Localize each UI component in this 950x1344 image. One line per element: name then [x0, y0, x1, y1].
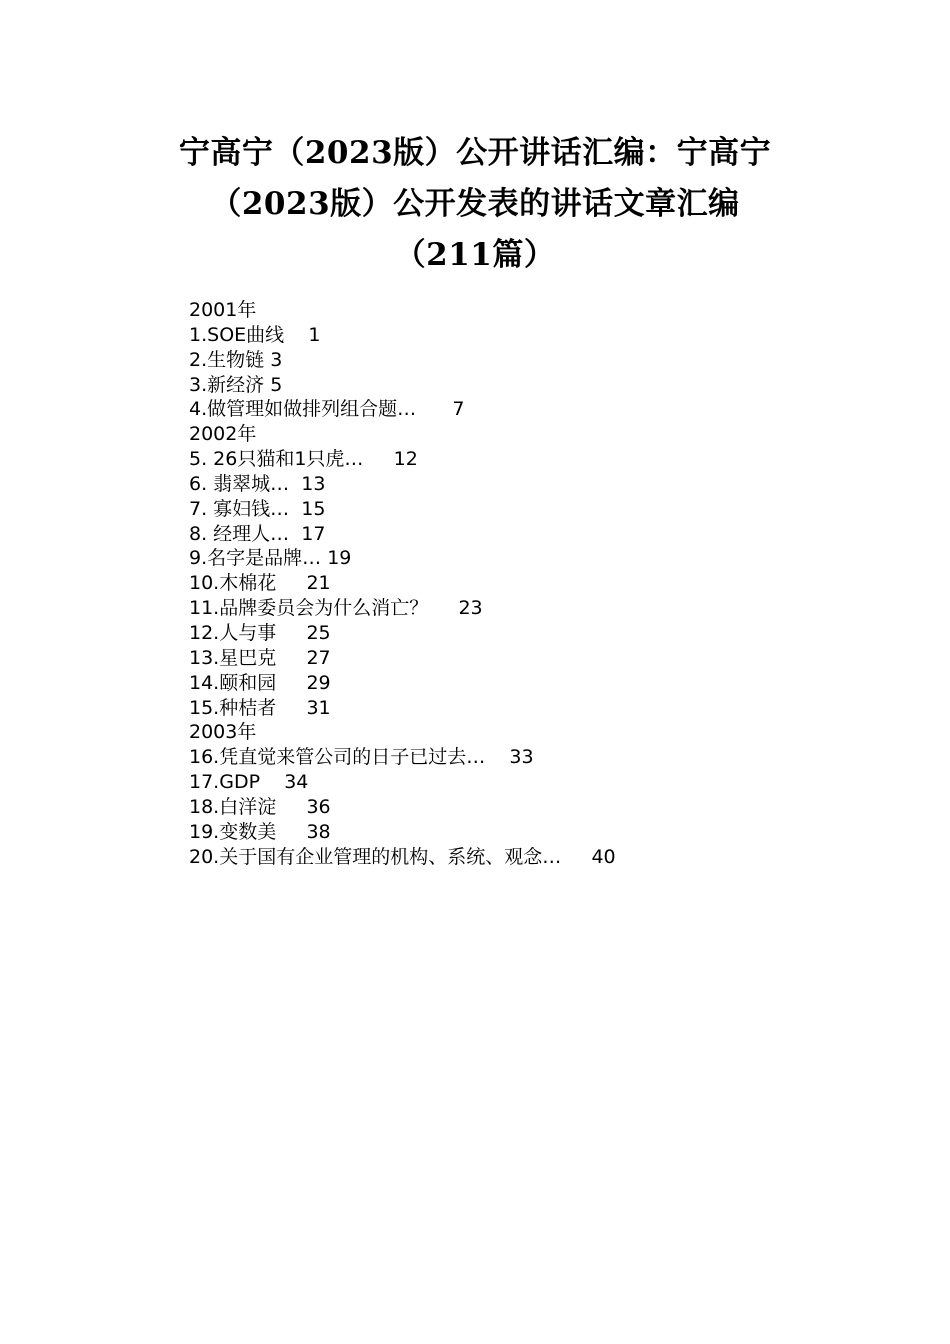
toc-entry-page-number: 3 [270, 348, 283, 371]
toc-entry-number: 14. [189, 671, 220, 694]
toc-entry [189, 522, 889, 547]
toc-entry-separator [260, 771, 284, 793]
toc-entry-page-number: 38 [306, 820, 331, 843]
toc-entry [189, 646, 889, 671]
toc-entry-title: 凭直觉来管公司的日子已过去… [219, 746, 486, 769]
toc-entry-separator [289, 498, 301, 520]
toc-entry-page-number: 27 [306, 646, 331, 669]
toc-entry [189, 348, 889, 373]
toc-entry-page-number: 36 [306, 795, 331, 818]
toc-entry [189, 323, 889, 348]
toc-entry-title: 人与事 [219, 621, 277, 644]
toc-entry-separator [363, 448, 393, 470]
toc-year-heading: 2001年 [189, 299, 257, 321]
toc-entry-title: 木棉花 [219, 572, 277, 595]
toc-entry-title: 名字是品牌… [207, 547, 322, 570]
toc-year-heading: 2003年 [189, 721, 257, 744]
page-title: 宁高宁（2023版）公开讲话汇编：宁高宁（2023版）公开发表的讲话文章汇编（211篇） [178, 135, 772, 273]
toc-entry-page-number: 17 [301, 522, 326, 545]
toc-entry-separator [276, 647, 306, 669]
toc-entry-page-number: 7 [452, 398, 465, 421]
toc-entry [189, 373, 889, 398]
toc-entry-separator [276, 796, 306, 818]
toc-entry-title: 翡翠城… [213, 472, 290, 495]
toc-entry-separator [289, 473, 301, 495]
toc-entry-separator [276, 821, 306, 843]
toc-entry-title: 26只猫和1只虎… [213, 448, 364, 471]
toc-entry-number: 8. [189, 522, 214, 545]
toc-entry-page-number: 13 [301, 472, 326, 495]
toc-entry-number: 4. [189, 398, 208, 421]
toc-entry-separator [289, 523, 301, 545]
toc-entry [189, 621, 889, 646]
toc-entry-number: 19. [189, 820, 220, 843]
toc-entry [189, 397, 889, 422]
toc-entry-title: 变数美 [219, 820, 277, 843]
toc-entry-page-number: 15 [301, 497, 326, 520]
toc-entry-separator [416, 398, 452, 420]
toc-entry-title: 寡妇钱… [213, 497, 290, 520]
toc-entry-separator [428, 597, 458, 619]
toc-entry-page-number: 33 [509, 746, 534, 769]
toc-entry-number: 16. [189, 746, 220, 769]
toc-entry-number: 3. [189, 373, 208, 396]
toc-entry [189, 472, 889, 497]
toc-entry-separator [276, 622, 306, 644]
toc-entry-title: SOE曲线 [207, 323, 285, 346]
toc-entry-number: 17. [189, 771, 220, 794]
toc-entry [189, 795, 889, 820]
toc-entry-number: 20. [189, 845, 220, 868]
toc-entry-number: 5. [189, 448, 214, 471]
toc-entry-separator [276, 572, 306, 594]
toc-entry-number: 1. [189, 323, 208, 346]
toc-entry-number: 18. [189, 795, 220, 818]
toc-entry [189, 447, 889, 472]
toc-entry-number: 12. [189, 621, 220, 644]
toc-entry-title: 种桔者 [219, 696, 277, 719]
toc-entry-page-number: 12 [393, 448, 418, 471]
toc-entry-separator [485, 746, 509, 768]
toc-entry-title: 星巴克 [219, 646, 277, 669]
toc-entry-number: 13. [189, 646, 220, 669]
toc-entry-separator [284, 324, 308, 346]
toc-entry-page-number: 25 [306, 621, 331, 644]
toc-entry-title: 生物链 [207, 348, 265, 371]
toc-entry-title: 经理人… [213, 522, 290, 545]
toc-entry-number: 11. [189, 597, 220, 620]
toc-entry [189, 845, 889, 870]
toc-entry [189, 546, 889, 571]
toc-entry [189, 671, 889, 696]
toc-year-heading: 2002年 [189, 423, 257, 446]
toc-entry [189, 596, 889, 621]
toc-entry-page-number: 29 [306, 671, 331, 694]
toc-entry-page-number: 23 [458, 597, 483, 620]
toc-entry-page-number: 1 [308, 323, 321, 346]
toc-entry-number: 9. [189, 547, 208, 570]
toc-entry-separator [561, 846, 591, 868]
toc-entry-page-number: 21 [306, 572, 331, 595]
toc-entry-title: GDP [219, 771, 261, 794]
toc-entry [189, 696, 889, 721]
toc-entry-title: 颐和园 [219, 671, 277, 694]
toc-entry-title: 白洋淀 [219, 795, 277, 818]
toc-entry-page-number: 40 [591, 845, 616, 868]
toc-entry [189, 770, 889, 795]
toc-entry-title: 品牌委员会为什么消亡？ [219, 597, 429, 620]
toc-entry [189, 820, 889, 845]
toc-entry-separator [276, 672, 306, 694]
toc-entry-number: 10. [189, 572, 220, 595]
toc-entry-title: 做管理如做排列组合题… [207, 398, 417, 421]
table-of-contents [189, 298, 889, 869]
toc-entry-page-number: 5 [270, 373, 283, 396]
toc-entry [189, 497, 889, 522]
toc-entry-number: 2. [189, 348, 208, 371]
toc-entry-title: 关于国有企业管理的机构、系统、观念… [219, 845, 562, 868]
toc-entry-number: 7. [189, 497, 214, 520]
toc-entry [189, 745, 889, 770]
toc-entry-page-number: 31 [306, 696, 331, 719]
toc-entry [189, 571, 889, 596]
toc-entry-page-number: 19 [327, 547, 352, 570]
toc-entry-title: 新经济 [207, 373, 265, 396]
toc-entry-separator [276, 697, 306, 719]
toc-entry-number: 15. [189, 696, 220, 719]
toc-entry-page-number: 34 [284, 771, 309, 794]
toc-entry-number: 6. [189, 472, 214, 495]
